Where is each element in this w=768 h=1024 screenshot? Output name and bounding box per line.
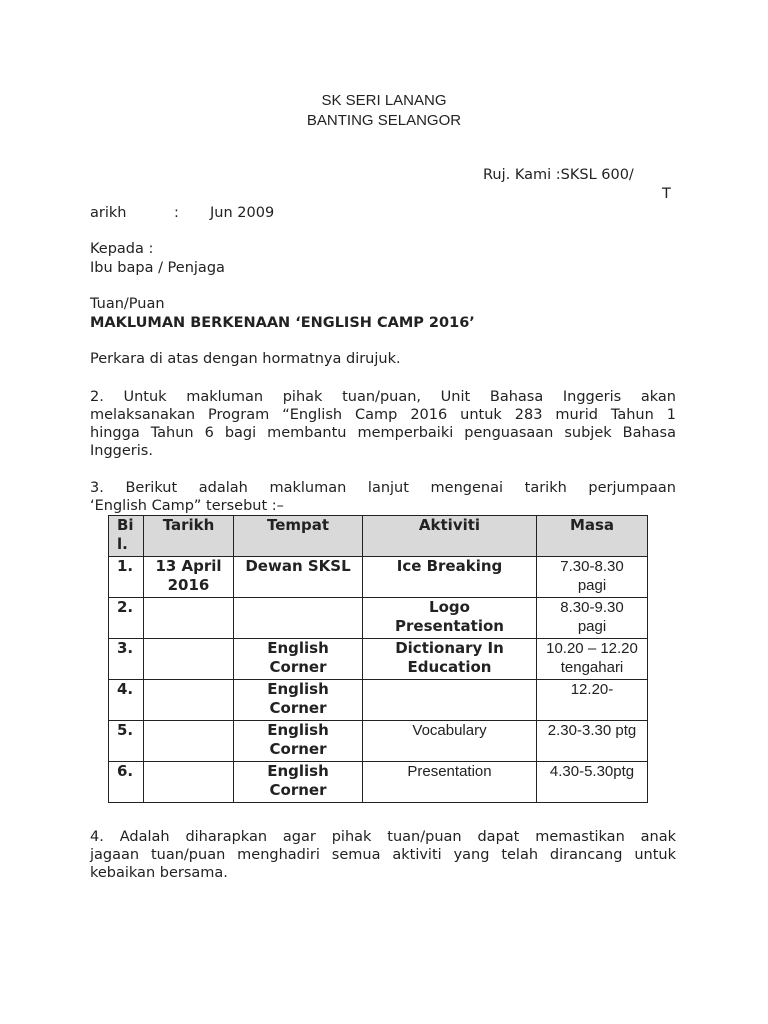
cell-aktiviti — [363, 598, 537, 639]
table-row — [109, 639, 648, 680]
cell-line: 12.20- — [570, 681, 614, 698]
cell-tempat — [234, 557, 363, 598]
cell-line: Dictionary In — [395, 639, 504, 657]
cell-line: 2016 — [167, 576, 210, 594]
cell-bil: 3. — [109, 639, 144, 680]
header-tarikh: Tarikh — [144, 516, 234, 557]
cell-line: 13 April — [155, 557, 222, 575]
paragraph-3 — [90, 479, 676, 515]
cell-line: Education — [407, 658, 492, 676]
cell-line: Corner — [269, 699, 327, 717]
schedule-table — [108, 515, 648, 803]
cell-masa — [537, 762, 648, 803]
recipient-label: Kepada : — [90, 241, 154, 257]
cell-line: English — [267, 721, 329, 739]
paragraph-2 — [90, 388, 676, 460]
cell-bil: 5. — [109, 721, 144, 762]
cell-bil: 1. — [109, 557, 144, 598]
cell-line: 4.30-5.30ptg — [549, 763, 635, 780]
cell-aktiviti — [363, 762, 537, 803]
paragraph-2-line: Inggeris. — [90, 443, 153, 459]
cell-line: 8.30-9.30 — [560, 599, 624, 616]
school-location: BANTING SELANGOR — [306, 112, 462, 129]
cell-bil: 4. — [109, 680, 144, 721]
cell-line: Ice Breaking — [396, 557, 503, 575]
cell-line: pagi — [577, 577, 607, 594]
paragraph-4 — [90, 828, 676, 882]
cell-line: Corner — [269, 781, 327, 799]
date-colon: : — [174, 205, 179, 221]
letter-subject: MAKLUMAN BERKENAAN ‘ENGLISH CAMP 2016’ — [90, 315, 475, 331]
header-bil-line: l. — [117, 535, 128, 553]
cell-line: Logo — [429, 598, 470, 616]
salutation: Tuan/Puan — [90, 296, 165, 312]
paragraph-3-line: 3. Berikut adalah makluman lanjut mengenai tarikh perjumpaan — [90, 480, 676, 496]
cell-tarikh — [144, 680, 234, 721]
cell-tempat — [234, 762, 363, 803]
cell-line: English — [267, 762, 329, 780]
paragraph-1: Perkara di atas dengan hormatnya dirujuk. — [90, 351, 401, 367]
header-aktiviti: Aktiviti — [363, 516, 537, 557]
paragraph-2-line: hingga Tahun 6 bagi membantu memperbaiki penguasaan subjek Bahasa — [90, 425, 676, 441]
cell-aktiviti — [363, 639, 537, 680]
cell-tarikh — [144, 639, 234, 680]
paragraph-3-line: ‘English Camp” tersebut :– — [90, 498, 284, 514]
table-row — [109, 598, 648, 639]
cell-masa — [537, 598, 648, 639]
paragraph-2-line: melaksanakan Program “English Camp 2016 untuk 283 murid Tahun 1 — [90, 407, 676, 423]
header-bil — [109, 516, 144, 557]
table-row — [109, 557, 648, 598]
cell-masa — [537, 557, 648, 598]
paragraph-2-line: 2. Untuk makluman pihak tuan/puan, Unit Bahasa Inggeris akan — [90, 389, 676, 405]
school-name: SK SERI LANANG — [321, 92, 447, 109]
cell-line: Corner — [269, 658, 327, 676]
cell-bil: 2. — [109, 598, 144, 639]
cell-line: tengahari — [560, 659, 624, 676]
cell-masa — [537, 721, 648, 762]
cell-tarikh — [144, 721, 234, 762]
table-row — [109, 762, 648, 803]
cell-tempat — [234, 639, 363, 680]
cell-line: Presentation — [395, 617, 504, 635]
cell-aktiviti — [363, 557, 537, 598]
cell-line: pagi — [577, 618, 607, 635]
cell-line: English — [267, 639, 329, 657]
cell-line: 7.30-8.30 — [560, 558, 624, 575]
cell-line: Presentation — [407, 763, 492, 780]
cell-tempat — [234, 721, 363, 762]
date-value: Jun 2009 — [210, 205, 275, 221]
cell-line: Dewan SKSL — [245, 557, 351, 575]
recipient-addressee: Ibu bapa / Penjaga — [90, 260, 225, 276]
cell-aktiviti — [363, 721, 537, 762]
paragraph-4-line: kebaikan bersama. — [90, 865, 228, 881]
cell-masa — [537, 680, 648, 721]
cell-tempat — [234, 598, 363, 639]
cell-line: 10.20 – 12.20 — [546, 640, 638, 657]
header-tempat: Tempat — [234, 516, 363, 557]
cell-masa — [537, 639, 648, 680]
cell-tarikh — [144, 557, 234, 598]
table-header-row — [109, 516, 648, 557]
reference-t-fragment: T — [662, 186, 671, 202]
cell-line: Vocabulary — [412, 722, 487, 739]
cell-tarikh — [144, 598, 234, 639]
date-label: arikh — [90, 205, 127, 221]
paragraph-4-line: 4. Adalah diharapkan agar pihak tuan/puan dapat memastikan anak — [90, 829, 676, 845]
table-row — [109, 680, 648, 721]
cell-line: 2.30-3.30 ptg — [547, 722, 637, 739]
cell-bil: 6. — [109, 762, 144, 803]
reference-number: Ruj. Kami :SKSL 600/ — [483, 167, 634, 183]
header-masa: Masa — [537, 516, 648, 557]
header-bil-line: Bi — [117, 516, 134, 534]
cell-line: English — [267, 680, 329, 698]
table-row — [109, 721, 648, 762]
cell-tempat — [234, 680, 363, 721]
cell-aktiviti — [363, 680, 537, 721]
cell-tarikh — [144, 762, 234, 803]
cell-line: Corner — [269, 740, 327, 758]
paragraph-4-line: jagaan tuan/puan menghadiri semua aktiviti yang telah dirancang untuk — [90, 847, 676, 863]
